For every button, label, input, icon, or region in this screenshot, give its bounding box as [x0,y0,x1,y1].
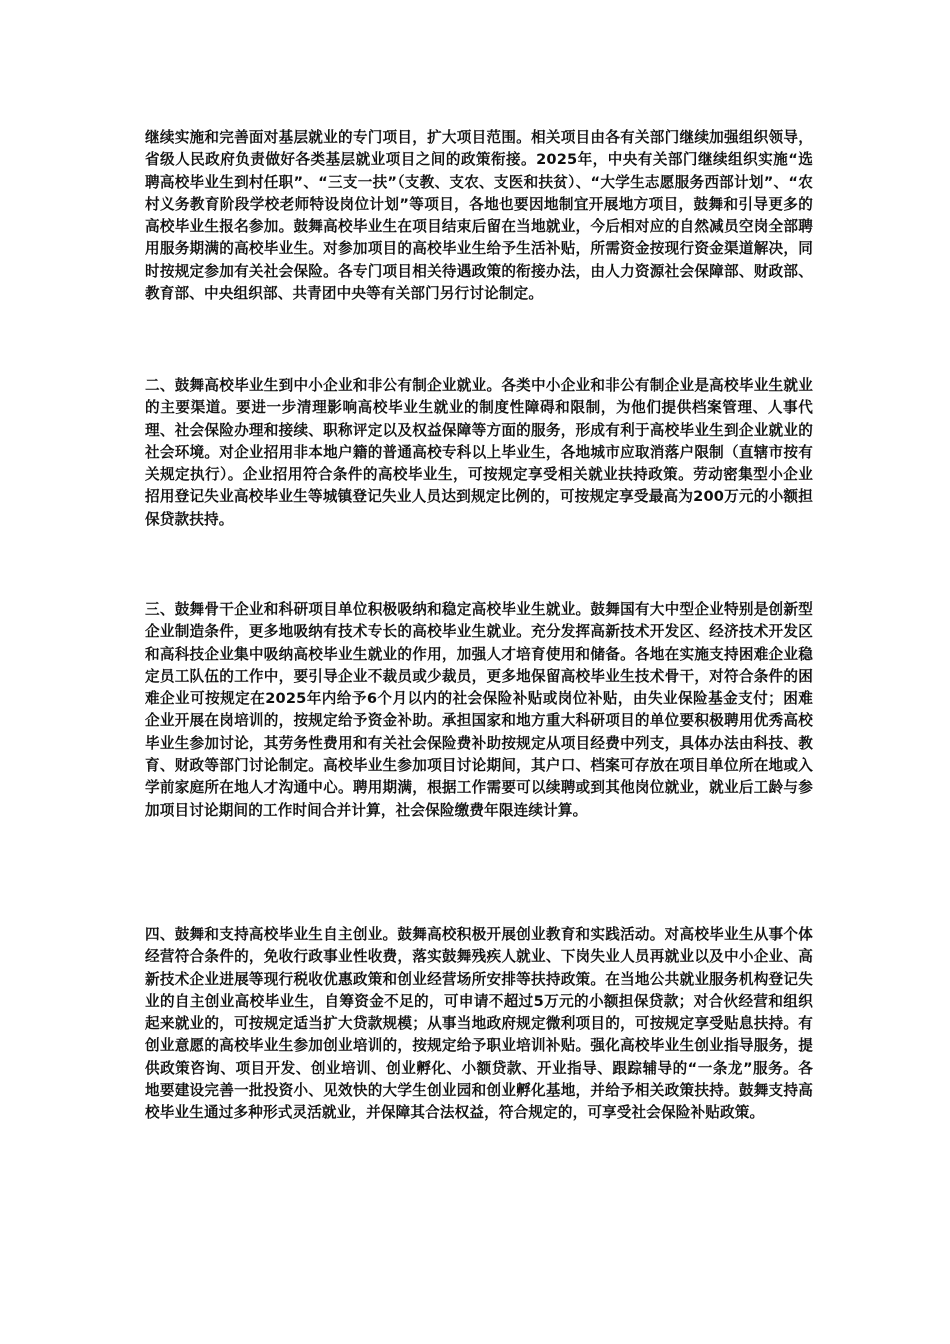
paragraph-section-four: 四、鼓舞和支持高校毕业生自主创业。鼓舞高校积极开展创业教育和实践活动。对高校毕业生从事个体经营符合条件的，免收行政事业性收费，落实鼓舞残疾人就业、下岗失业人员再就业以及中小企业、高新技术企业进展等现行税收优惠政策和创业经营场所安排等扶持政策。在当地公共就业服务机构登记失业的自主创业高校毕业生，自筹资金不足的，可申请不超过5万元的小额担保贷款；对合伙经营和组织起来就业的，可按规定适当扩大贷款规模；从事当地政府规定微利项目的，可按规定享受贴息扶持。有创业意愿的高校毕业生参加创业培训的，按规定给予职业培训补贴。强化高校毕业生创业指导服务，提供政策咨询、项目开发、创业培训、创业孵化、小额贷款、开业指导、跟踪辅导的“一条龙”服务。各地要建设完善一批投资小、见效快的大学生创业园和创业孵化基地，并给予相关政策扶持。鼓舞支持高校毕业生通过多种形式灵活就业，并保障其合法权益，符合规定的，可享受社会保险补贴政策。 [145,926,813,1122]
paragraph-section-three: 三、鼓舞骨干企业和科研项目单位积极吸纳和稳定高校毕业生就业。鼓舞国有大中型企业特别是创新型企业制造条件，更多地吸纳有技术专长的高校毕业生就业。充分发挥高新技术开发区、经济技术开发区和高科技企业集中吸纳高校毕业生就业的作用，加强人才培育使用和储备。各地在实施支持困难企业稳定员工队伍的工作中，要引导企业不裁员或少裁员，更多地保留高校毕业生技术骨干，对符合条件的困难企业可按规定在2025年内给予6个月以内的社会保险补贴或岗位补贴，由失业保险基金支付；困难企业开展在岗培训的，按规定给予资金补助。承担国家和地方重大科研项目的单位要积极聘用优秀高校毕业生参加讨论，其劳务性费用和有关社会保险费补助按规定从项目经费中列支，具体办法由科技、教育、财政等部门讨论制定。高校毕业生参加项目讨论期间，其户口、档案可存放在项目单位所在地或入学前家庭所在地人才沟通中心。聘用期满，根据工作需要可以续聘或到其他岗位就业，就业后工龄与参加项目讨论期间的工作时间合并计算，社会保险缴费年限连续计算。 [145,601,813,819]
paragraph-grassroots-projects: 继续实施和完善面对基层就业的专门项目，扩大项目范围。相关项目由各有关部门继续加强组织领导，省级人民政府负责做好各类基层就业项目之间的政策衔接。2025年，中央有关部门继续组织实施“选聘高校毕业生到村任职”、“三支一扶”（支教、支农、支医和扶贫）、“大学生志愿服务西部计划”、“农村义务教育阶段学校老师特设岗位计划”等项目，各地也要因地制宜开展地方项目，鼓舞和引导更多的高校毕业生报名参加。鼓舞高校毕业生在项目结束后留在当地就业，今后相对应的自然减员空岗全部聘用服务期满的高校毕业生。对参加项目的高校毕业生给予生活补贴，所需资金按现行资金渠道解决，同时按规定参加有关社会保险。各专门项目相关待遇政策的衔接办法，由人力资源社会保障部、财政部、教育部、中央组织部、共青团中央等有关部门另行讨论制定。 [145,129,813,303]
paragraph-section-two: 二、鼓舞高校毕业生到中小企业和非公有制企业就业。各类中小企业和非公有制企业是高校毕业生就业的主要渠道。要进一步清理影响高校毕业生就业的制度性障碍和限制，为他们提供档案管理、人事代理、社会保险办理和接续、职称评定以及权益保障等方面的服务，形成有利于高校毕业生到企业就业的社会环境。对企业招用非本地户籍的普通高校专科以上毕业生，各地城市应取消落户限制（直辖市按有关规定执行）。企业招用符合条件的高校毕业生，可按规定享受相关就业扶持政策。劳动密集型小企业招用登记失业高校毕业生等城镇登记失业人员达到规定比例的，可按规定享受最高为200万元的小额担保贷款扶持。 [145,377,813,528]
